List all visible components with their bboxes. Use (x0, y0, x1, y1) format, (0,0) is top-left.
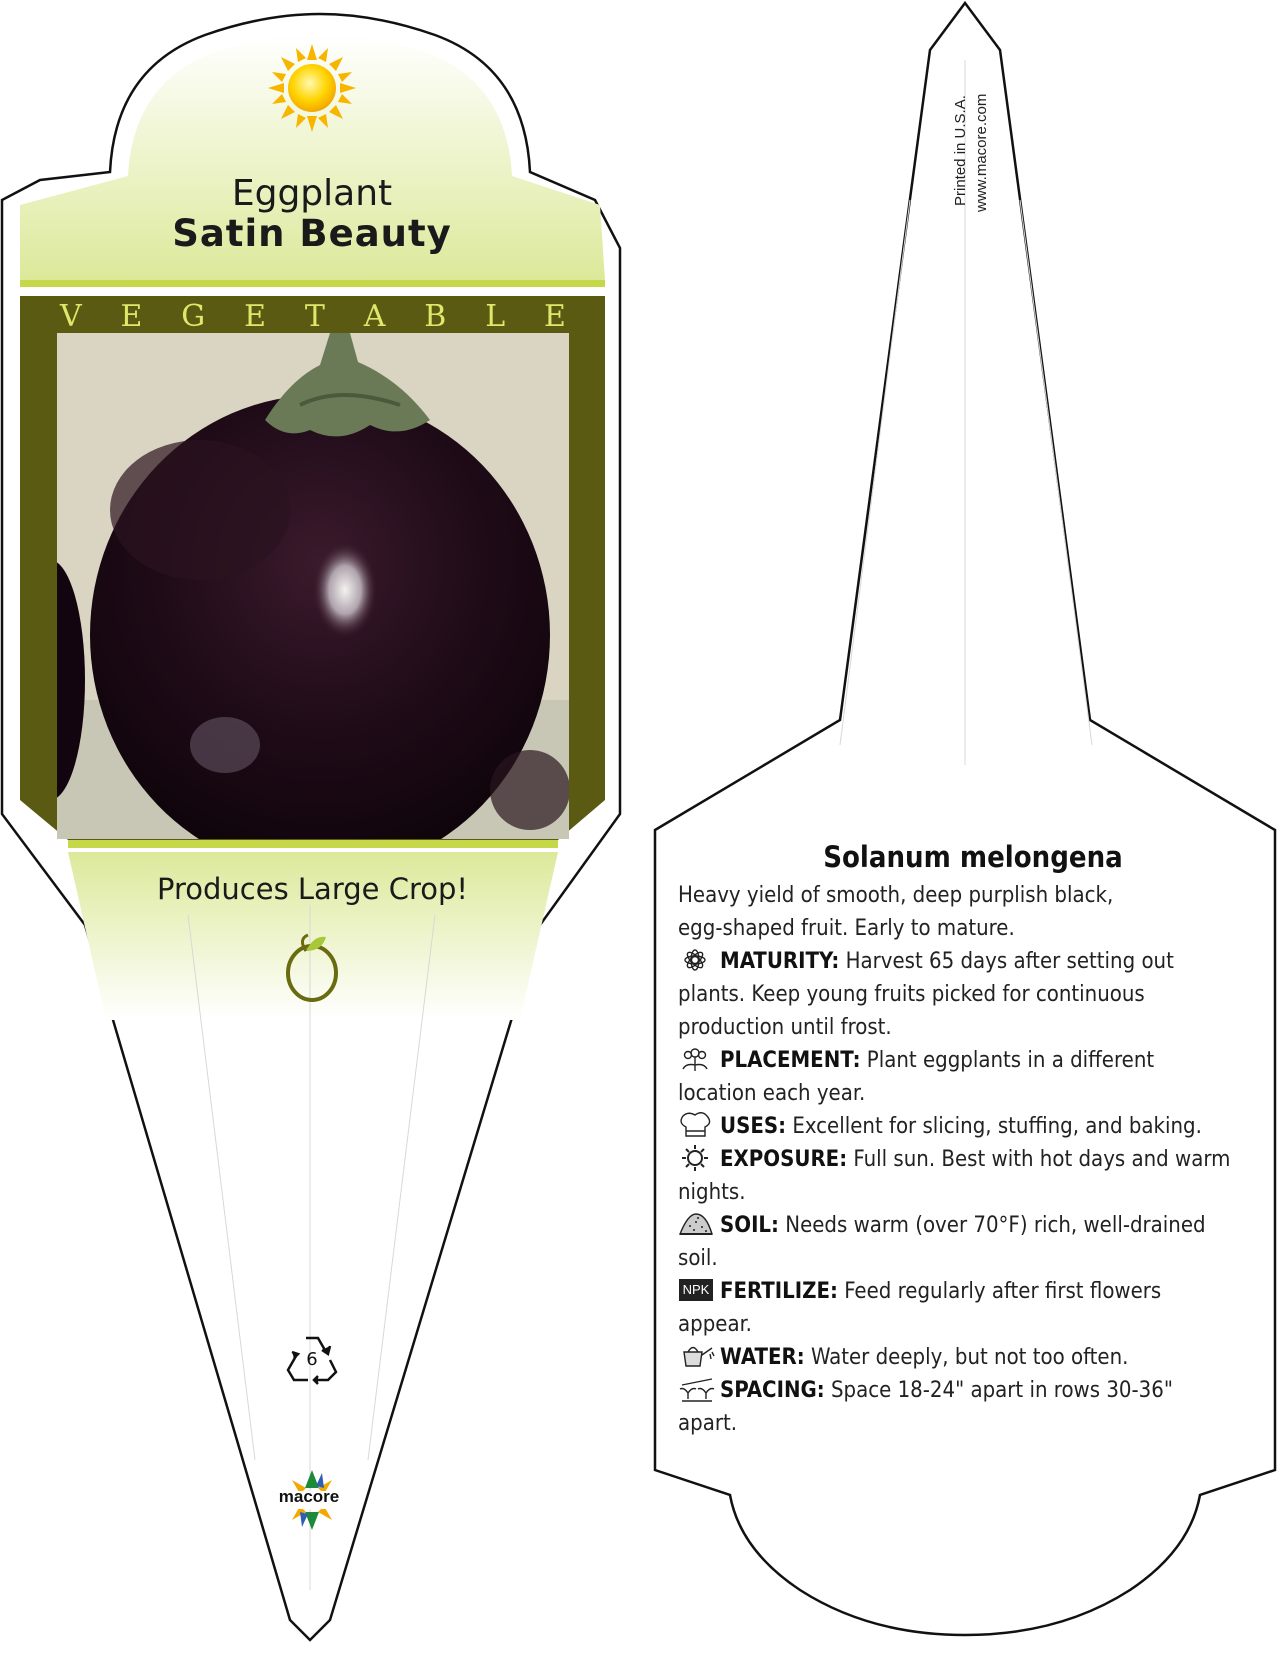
plant-icon (678, 1045, 716, 1073)
maturity-text: Harvest 65 days after setting out (845, 949, 1174, 974)
fertilize-item (678, 1275, 1268, 1308)
category-letter: A (363, 299, 386, 334)
soil-text: Needs warm (over 70°F) rich, well-drained (785, 1213, 1206, 1238)
water-text: Water deeply, but not too often. (810, 1345, 1129, 1370)
placement-label: PLACEMENT: (720, 1048, 861, 1073)
flower-icon (678, 946, 716, 974)
maturity-text-line: production until frost. (678, 1015, 892, 1040)
category-letter: G (181, 299, 206, 334)
category-letter: T (304, 299, 325, 334)
soil-text-line: soil. (678, 1246, 718, 1271)
uses-item (678, 1110, 1268, 1143)
eggplant-photo (15, 333, 570, 875)
category-letter: E (120, 299, 143, 334)
category-letter: B (424, 299, 447, 334)
soil-item (678, 1209, 1268, 1242)
category-letter: L (485, 299, 506, 334)
common-name: Eggplant (231, 173, 393, 214)
care-instructions (678, 837, 1268, 1440)
category-letter: V (60, 299, 82, 334)
chef-hat-icon (678, 1111, 716, 1139)
fertilize-label: FERTILIZE: (720, 1279, 838, 1304)
maturity-text-line: plants. Keep young fruits picked for continuous (678, 982, 1145, 1007)
fertilize-text: Feed regularly after first flowers (844, 1279, 1162, 1304)
spacing-text: Space 18-24" apart in rows 30-36" (830, 1378, 1173, 1403)
placement-text: Plant eggplants in a different (866, 1048, 1155, 1073)
exposure-label: EXPOSURE: (720, 1147, 848, 1172)
website-label: www.macore.com (973, 93, 990, 212)
exposure-text: Full sun. Best with hot days and warm (853, 1147, 1231, 1172)
spacing-item (678, 1374, 1268, 1407)
brand-name: macore (278, 1487, 340, 1506)
lime-stripe-bottom (68, 840, 558, 848)
printed-in-label: Printed in U.S.A. (952, 95, 969, 206)
soil-label: SOIL: (720, 1213, 779, 1238)
fertilize-text-line: appear. (678, 1312, 752, 1337)
maturity-item (678, 945, 1268, 978)
spacing-label: SPACING: (720, 1378, 825, 1403)
description-line: egg-shaped fruit. Early to mature. (678, 916, 1015, 941)
variety-name: Satin Beauty (172, 212, 452, 255)
npk-text: NPK (682, 1282, 710, 1297)
npk-icon (678, 1276, 716, 1304)
full-sun-icon (268, 44, 356, 132)
exposure-text-line: nights. (678, 1180, 746, 1205)
category-letter: E (244, 299, 267, 334)
description-line: Heavy yield of smooth, deep purplish black, (678, 883, 1114, 908)
spacing-text-line: apart. (678, 1411, 737, 1436)
category-banner (22, 297, 604, 337)
watering-can-icon (678, 1342, 716, 1370)
placement-text-line: location each year. (678, 1081, 866, 1106)
spacing-plants-icon (678, 1375, 716, 1403)
uses-label: USES: (720, 1114, 787, 1139)
water-label: WATER: (720, 1345, 805, 1370)
maturity-label: MATURITY: (720, 949, 840, 974)
water-item (678, 1341, 1268, 1374)
category-letter: E (543, 299, 566, 334)
exposure-item (678, 1143, 1268, 1176)
botanical-name: Solanum melongena (823, 840, 1123, 874)
resin-code: 6 (306, 1349, 318, 1370)
soil-mound-icon (678, 1210, 716, 1238)
placement-item (678, 1044, 1268, 1077)
tagline: Produces Large Crop! (156, 872, 469, 906)
sun-outline-icon (678, 1144, 716, 1172)
lime-stripe-top (20, 280, 605, 287)
uses-text: Excellent for slicing, stuffing, and baking. (792, 1114, 1202, 1139)
